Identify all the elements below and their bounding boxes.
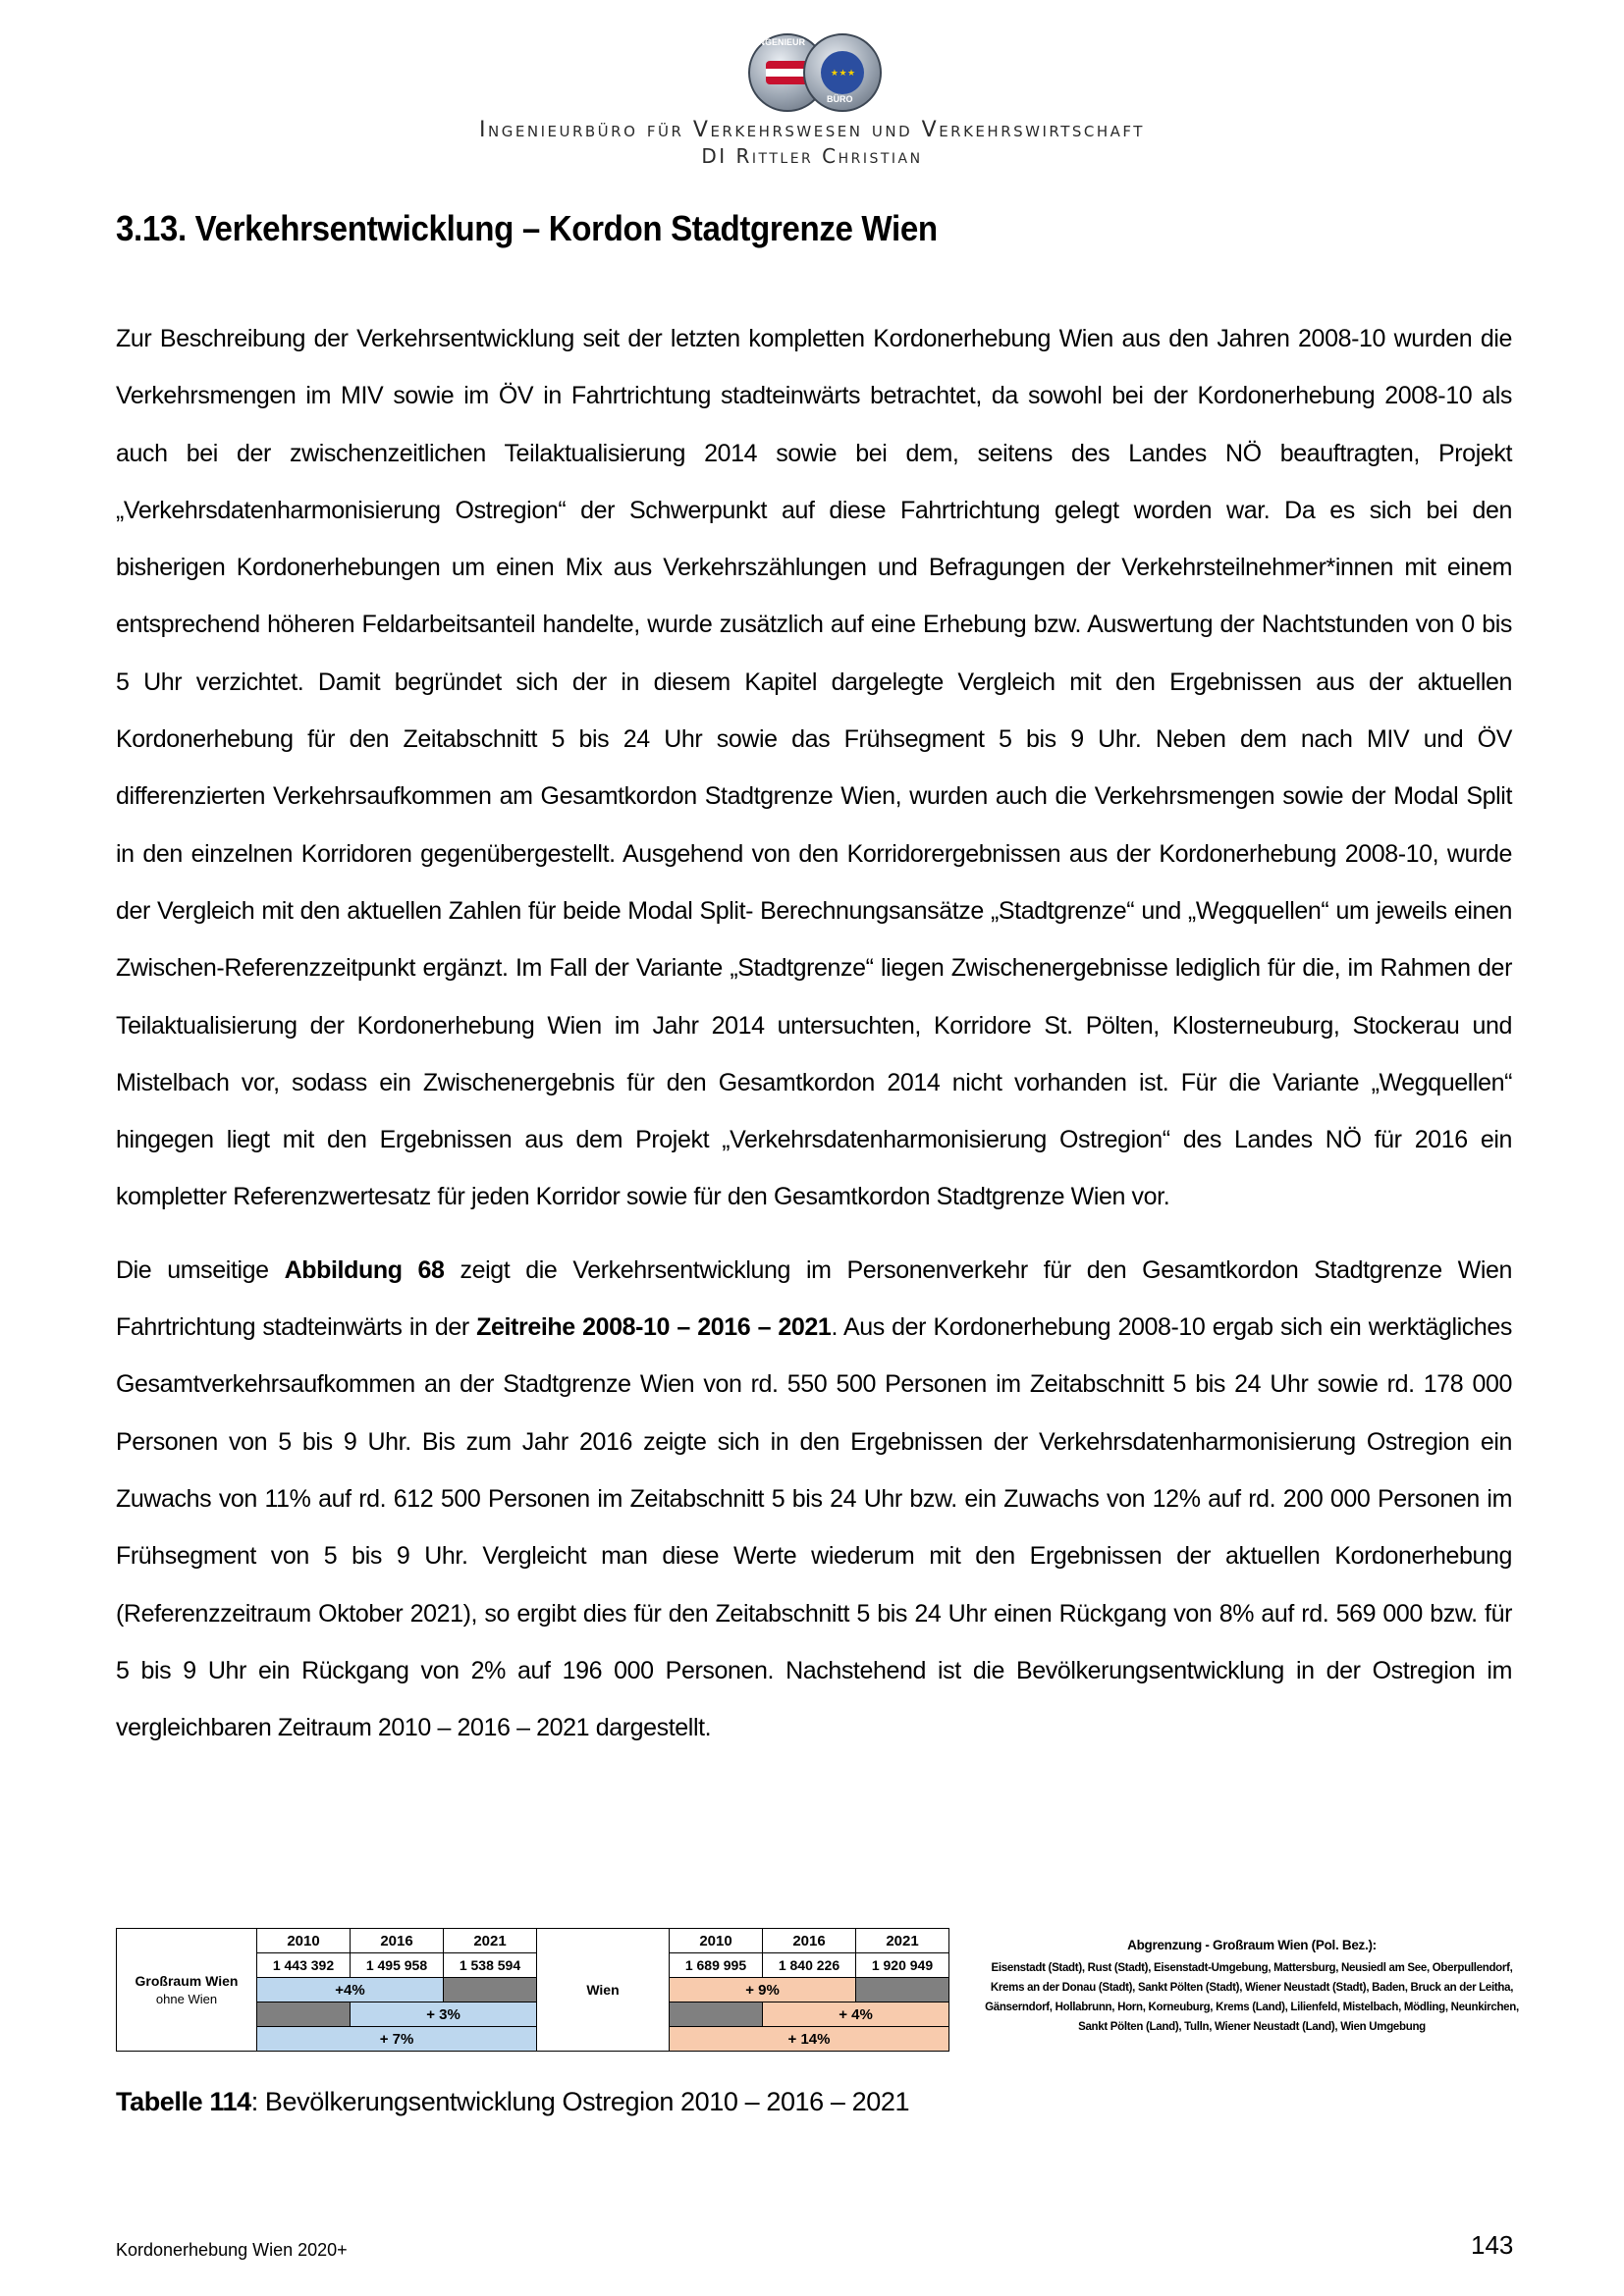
year-header: 2021 xyxy=(444,1929,537,1953)
grossraum-value-2010: 1 443 392 xyxy=(257,1953,351,1978)
paragraph-2: Die umseitige Abbildung 68 zeigt die Verkehrsentwicklung im Personenverkehr für den Gesamtkordon Stadtgrenze Wien Fahrtrichtung stadteinwärts in der Zeitreihe 2008-10 – 2016 – 2021. Aus der Kordonerhebung 2008-10 ergab sich ein werktägliches Gesamtverkehrsaufkommen an der Stadtgrenze Wien von rd. 550 500 Personen im Zeitabschnitt 5 bis 24 Uhr sowie rd. 178 000 Personen von 5 bis 9 Uhr. Bis zum Jahr 2016 zeigte sich in den Ergebnissen der Verkehrsdatenharmonisierung Ostregion ein Zuwachs von 11% auf rd. 612 500 Personen im Zeitabschnitt 5 bis 24 Uhr bzw. ein Zuwachs von 12% auf rd. 200 000 Personen im Frühsegment von 5 bis 9 Uhr. Vergleicht man diese Werte wiederum mit den Ergebnissen der aktuellen Kordonerhebung (Referenzzeitraum Oktober 2021), so ergibt dies für den Zeitabschnitt 5 bis 24 Uhr einen Rückgang von 8% auf rd. 569 000 bzw. für 5 bis 9 Uhr ein Rückgang von 2% auf 196 000 Personen. Nachstehend ist die Bevölkerungsentwicklung in der Ostregion im vergleichbaren Zeitraum 2010 – 2016 – 2021 dargestellt. xyxy=(116,1255,1512,1742)
section-title: 3.13. Verkehrsentwicklung – Kordon Stadtgrenze Wien xyxy=(116,208,938,248)
year-header: 2010 xyxy=(670,1929,763,1953)
grossraum-change-2016-2021: + 3% xyxy=(351,2002,537,2027)
wien-value-2021: 1 920 949 xyxy=(856,1953,949,1978)
wien-value-2010: 1 689 995 xyxy=(670,1953,763,1978)
empty-cell xyxy=(257,2002,351,2027)
grossraum-change-total: + 7% xyxy=(257,2027,537,2052)
grossraum-change-2010-2016: +4% xyxy=(257,1978,444,2002)
year-header: 2010 xyxy=(257,1929,351,1953)
wien-label-cell xyxy=(537,1929,670,2052)
year-header: 2016 xyxy=(763,1929,856,1953)
wien-change-total: + 14% xyxy=(670,2027,949,2052)
region-definition-line: Gänserndorf, Hollabrunn, Horn, Korneuburg, Krems (Land), Lilienfeld, Mistelbach, Mödling, Neunkirchen, xyxy=(985,2002,1519,2013)
logo-top-text: INGENIEUR xyxy=(756,37,806,47)
company-name: Ingenieurbüro für Verkehrswesen und Verkehrswirtschaft xyxy=(479,118,1145,142)
wien-value-2016: 1 840 226 xyxy=(763,1953,856,1978)
grossraum-value-2016: 1 495 958 xyxy=(351,1953,444,1978)
region-definition-line: Sankt Pölten (Land), Tulln, Wiener Neustadt (Land), Wien Umgebung xyxy=(1078,2021,1426,2033)
page-header xyxy=(0,29,1624,168)
region-definition xyxy=(957,1936,1546,2037)
company-owner: DI Rittler Christian xyxy=(701,144,923,168)
empty-cell xyxy=(856,1978,949,2002)
wien-change-2016-2021: + 4% xyxy=(763,2002,949,2027)
table-caption xyxy=(116,2087,909,2117)
paragraph-1: Zur Beschreibung der Verkehrsentwicklung seit der letzten kompletten Kordonerhebung Wien aus den Jahren 2008-10 wurden die Verkehrsmengen im MIV sowie im ÖV in Fahrtrichtung stadteinwärts betrachtet, da sowohl bei der Kordonerhebung 2008-10 als auch bei der zwischenzeitlichen Teilaktualisierung 2014 sowie bei dem, seitens des Landes NÖ beauftragten, Projekt „Verkehrsdatenharmonisierung Ostregion“ der Schwerpunkt auf diese Fahrtrichtung gelegt worden war. Da es sich bei den bisherigen Kordonerhebungen um einen Mix aus Verkehrszählungen und Befragungen der Verkehrsteilnehmer*innen mit einem entsprechend höheren Feldarbeitsanteil handelte, wurde zusätzlich auf eine Erhebung bzw. Auswertung der Nachtstunden von 0 bis 5 Uhr verzichtet. Damit begründet sich der in diesem Kapitel dargelegte Vergleich mit den Ergebnissen aus der aktuellen Kordonerhebung für den Zeitabschnitt 5 bis 24 Uhr sowie das Frühsegment 5 bis 9 Uhr. Neben dem nach MIV und ÖV differenzierten Verkehrsaufkommen am Gesamtkordon Stadtgrenze Wien, wurden auch die Verkehrsmengen sowie der Modal Split in den einzelnen Korridoren gegenübergestellt. Ausgehend von den Korridorergebnissen aus der Kordonerhebung 2008-10, wurde der Vergleich mit den aktuellen Zahlen für beide Modal Split- Berechnungsansätze „Stadtgrenze“ und „Wegquellen“ um jeweils einen Zwischen-Referenzzeitpunkt ergänzt. Im Fall der Variante „Stadtgrenze“ liegen Zwischenergebnisse lediglich für die, im Rahmen der Teilaktualisierung der Kordonerhebung Wien im Jahr 2014 untersuchten, Korridore St. Pölten, Klosterneuburg, Stockerau und Mistelbach vor, sodass ein Zwischenergebnis für den Gesamtkordon 2014 nicht vorhanden ist. Für die Variante „Wegquellen“ hingegen liegt mit den Ergebnissen aus dem Projekt „Verkehrsdatenharmonisierung Ostregion“ des Landes NÖ für 2016 ein kompletter Referenzwertesatz für jeden Korridor sowie für den Gesamtkordon Stadtgrenze Wien vor. xyxy=(116,325,1512,1211)
region-definition-line: Eisenstadt (Stadt), Rust (Stadt), Eisenstadt-Umgebung, Mattersburg, Neusiedl am See, Oberpullendorf, xyxy=(991,1962,1513,1974)
caption-label: Tabelle 114 xyxy=(116,2087,251,2116)
grossraum-label: Großraum Wien xyxy=(135,1972,239,1989)
logo-bottom-text: BÜRO xyxy=(827,94,853,104)
figure-reference: Abbildung 68 xyxy=(284,1255,445,1284)
empty-cell xyxy=(670,2002,763,2027)
year-header: 2016 xyxy=(351,1929,444,1953)
company-logo xyxy=(738,29,886,114)
footer-title: Kordonerhebung Wien 2020+ xyxy=(116,2240,348,2260)
grossraum-value-2021: 1 538 594 xyxy=(444,1953,537,1978)
eu-stars-badge: ★ ★ ★ xyxy=(803,33,882,112)
wien-change-2010-2016: + 9% xyxy=(670,1978,856,2002)
page-number: 143 xyxy=(1471,2230,1514,2260)
population-table xyxy=(116,1928,949,2052)
region-definition-title: Abgrenzung - Großraum Wien (Pol. Bez.): xyxy=(1127,1938,1377,1952)
grossraum-label-cell xyxy=(117,1929,257,2052)
body-text xyxy=(116,310,1512,1756)
year-header: 2021 xyxy=(856,1929,949,1953)
caption-text: : Bevölkerungsentwicklung Ostregion 2010 – 2016 – 2021 xyxy=(250,2087,910,2116)
region-definition-line: Krems an der Donau (Stadt), Sankt Pölten (Stadt), Wiener Neustadt (Stadt), Baden, Bruck an der Leitha, xyxy=(990,1982,1514,1994)
time-series-reference: Zeitreihe 2008-10 – 2016 – 2021 xyxy=(476,1313,832,1342)
grossraum-sublabel: ohne Wien xyxy=(155,1991,218,2006)
wien-label: Wien xyxy=(586,1982,620,1998)
empty-cell xyxy=(444,1978,537,2002)
